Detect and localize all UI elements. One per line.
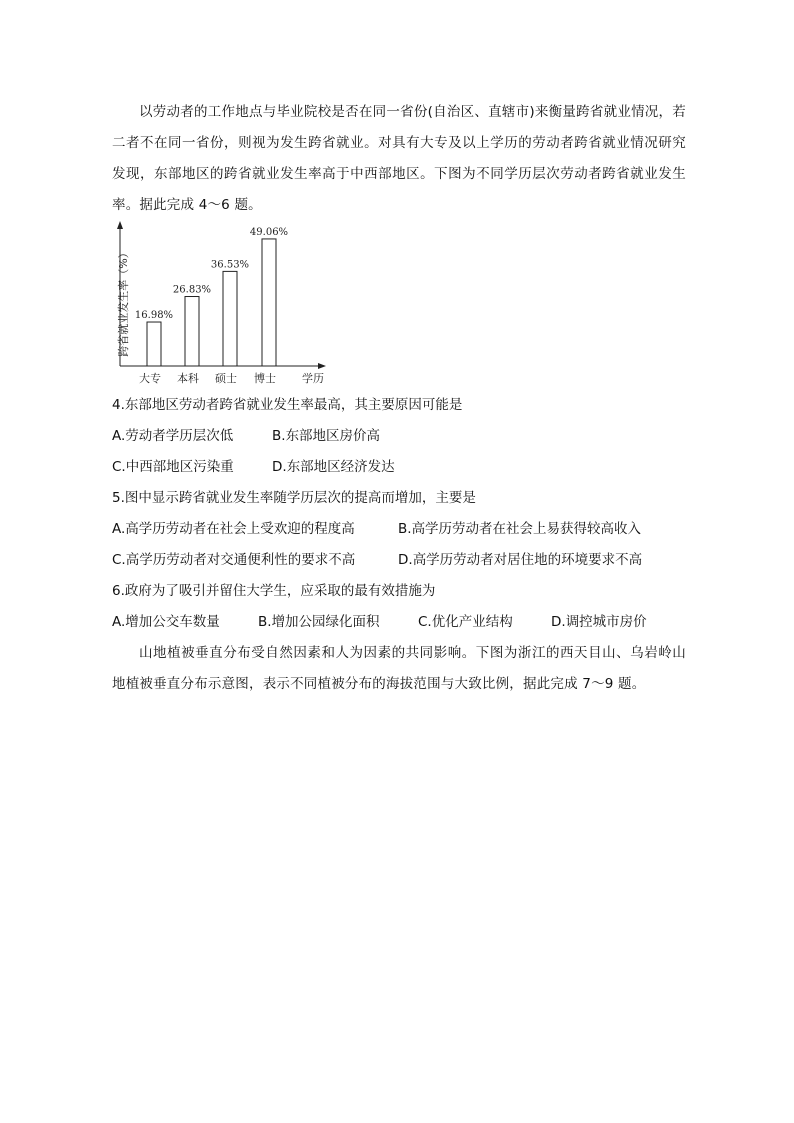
option-text: 高学历劳动者在社会上易获得较高收入 bbox=[411, 521, 642, 537]
x-tick-label: 大专 bbox=[139, 372, 161, 385]
question-stem: 5.图中显示跨省就业发生率随学历层次的提高而增加，主要是 bbox=[112, 490, 476, 506]
bar-博士 bbox=[262, 239, 276, 366]
option-letter: B. bbox=[272, 428, 286, 444]
bar-大专 bbox=[147, 322, 161, 366]
option-text: 中西部地区污染重 bbox=[125, 459, 234, 475]
option-text: 东部地区经济发达 bbox=[286, 459, 395, 475]
answer-option-b[interactable] bbox=[398, 519, 641, 539]
bars-group bbox=[135, 227, 288, 385]
option-letter: B. bbox=[398, 521, 412, 537]
intro-paragraph-1: 以劳动者的工作地点与毕业院校是否在同一省份(自治区、直辖市)来衡量跨省就业情况，若二者不在同一省份，则视为发生跨省就业。对具有大专及以上学历的劳动者跨省就业情况研究发现，东部地区的跨省就业发生率高于中西部地区。下图为不同学历层次劳动者跨省就业发生率。据此完成 4～6 题。 bbox=[112, 104, 686, 213]
answer-option-b[interactable] bbox=[272, 426, 380, 446]
x-tick-label: 本科 bbox=[177, 372, 199, 385]
answer-option-d[interactable] bbox=[551, 612, 647, 632]
option-text: 增加公园绿化面积 bbox=[271, 614, 380, 630]
option-letter: C. bbox=[418, 614, 432, 630]
option-text: 高学历劳动者在社会上受欢迎的程度高 bbox=[125, 521, 355, 537]
bar-value-label: 26.83% bbox=[172, 284, 212, 296]
answer-option-d[interactable] bbox=[398, 550, 642, 570]
option-letter: D. bbox=[272, 459, 287, 475]
option-letter: D. bbox=[551, 614, 566, 630]
bar-chart bbox=[112, 218, 340, 390]
bar-chart-svg bbox=[112, 218, 340, 390]
answer-option-c[interactable] bbox=[112, 457, 234, 477]
answer-option-a[interactable] bbox=[112, 426, 233, 446]
answer-option-b[interactable] bbox=[258, 612, 380, 632]
option-text: 高学历劳动者对居住地的环境要求不高 bbox=[412, 552, 643, 568]
option-letter: A. bbox=[112, 428, 126, 444]
bar-本科 bbox=[185, 297, 199, 366]
option-text: 东部地区房价高 bbox=[285, 428, 381, 444]
question-stem: 4.东部地区劳动者跨省就业发生率最高，其主要原因可能是 bbox=[112, 397, 463, 413]
answer-option-c[interactable] bbox=[418, 612, 513, 632]
x-tick-label: 博士 bbox=[254, 372, 276, 385]
intro-paragraph-2: 山地植被垂直分布受自然因素和人为因素的共同影响。下图为浙江的西天目山、乌岩岭山地植被垂直分布示意图，表示不同植被分布的海拔范围与大致比例，据此完成 7～9 题。 bbox=[112, 645, 686, 692]
x-axis-arrow bbox=[318, 363, 326, 369]
option-letter: C. bbox=[112, 552, 126, 568]
option-text: 劳动者学历层次低 bbox=[125, 428, 234, 444]
x-axis-label: 学历 bbox=[302, 372, 324, 385]
answer-option-a[interactable] bbox=[112, 519, 355, 539]
option-letter: A. bbox=[112, 614, 126, 630]
option-text: 增加公交车数量 bbox=[125, 614, 220, 630]
bar-硕士 bbox=[223, 271, 237, 366]
option-text: 高学历劳动者对交通便利性的要求不高 bbox=[125, 552, 356, 568]
y-axis-label: 跨省就业发生率（%） bbox=[117, 247, 130, 357]
bar-value-label: 36.53% bbox=[210, 259, 250, 271]
answer-option-d[interactable] bbox=[272, 457, 395, 477]
option-letter: D. bbox=[398, 552, 413, 568]
answer-option-c[interactable] bbox=[112, 550, 355, 570]
option-text: 调控城市房价 bbox=[565, 614, 647, 630]
x-tick-label: 硕士 bbox=[215, 372, 237, 385]
y-axis-arrow bbox=[117, 221, 123, 229]
answer-option-a[interactable] bbox=[112, 612, 220, 632]
option-letter: C. bbox=[112, 459, 126, 475]
option-letter: B. bbox=[258, 614, 272, 630]
question-stem: 6.政府为了吸引并留住大学生，应采取的最有效措施为 bbox=[112, 583, 436, 599]
option-letter: A. bbox=[112, 521, 126, 537]
option-text: 优化产业结构 bbox=[431, 614, 513, 630]
bar-value-label: 49.06% bbox=[249, 226, 289, 238]
bar-value-label: 16.98% bbox=[134, 310, 174, 322]
